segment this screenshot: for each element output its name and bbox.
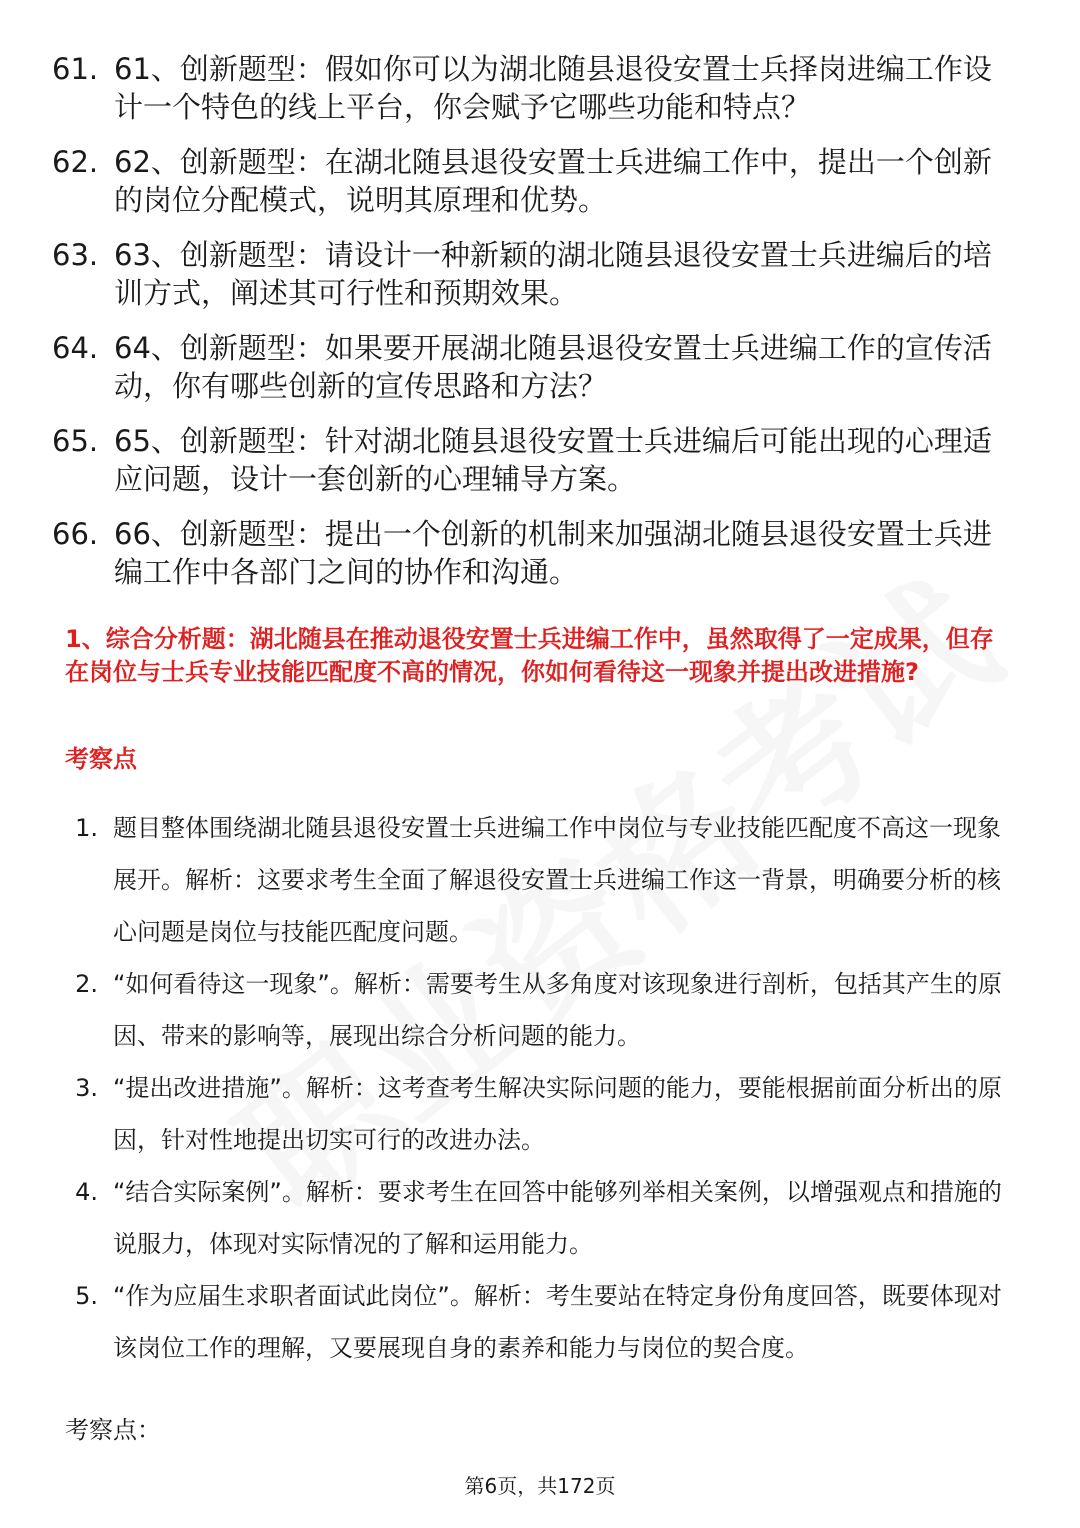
- list-item: [66, 1270, 1016, 1374]
- question-list: [52, 50, 1012, 608]
- point-text: “如何看待这一现象”。解析：需要考生从多角度对该现象进行剖析，包括其产生的原因、带来的影响等，展现出综合分析问题的能力。: [113, 970, 1002, 1050]
- point-text: “作为应届生求职者面试此岗位”。解析：考生要站在特定身份角度回答，既要体现对该岗位工作的理解，又要展现自身的素养和能力与岗位的契合度。: [113, 1282, 1002, 1362]
- point-text: “提出改进措施”。解析：这考查考生解决实际问题的能力，要能根据前面分析出的原因，针对性地提出切实可行的改进办法。: [113, 1074, 1002, 1154]
- question-number: 64.: [52, 331, 99, 365]
- analysis-question: 1、综合分析题：湖北随县在推动退役安置士兵进编工作中，虽然取得了一定成果，但存在岗位与士兵专业技能匹配度不高的情况，你如何看待这一现象并提出改进措施?: [65, 625, 994, 686]
- point-text: “结合实际案例”。解析：要求考生在回答中能够列举相关案例，以增强观点和措施的说服力，体现对实际情况的了解和运用能力。: [113, 1178, 1002, 1258]
- question-text: 62、创新题型：在湖北随县退役安置士兵进编工作中，提出一个创新的岗位分配模式，说明其原理和优势。: [114, 145, 992, 217]
- page-number: 第6页，共172页: [464, 1474, 616, 1498]
- trailing-label: 考察点：: [65, 1416, 161, 1444]
- question-number: 62.: [52, 145, 99, 179]
- question-number: 61.: [52, 52, 99, 86]
- list-item: [66, 1166, 1016, 1270]
- question-text: 64、创新题型：如果要开展湖北随县退役安置士兵进编工作的宣传活动，你有哪些创新的宣传思路和方法？: [114, 331, 992, 403]
- question-text: 63、创新题型：请设计一种新颖的湖北随县退役安置士兵进编后的培训方式，阐述其可行性和预期效果。: [114, 238, 992, 310]
- exam-points-list: [66, 802, 1016, 1374]
- point-text: 题目整体围绕湖北随县退役安置士兵进编工作中岗位与专业技能匹配度不高这一现象展开。解析：这要求考生全面了解退役安置士兵进编工作这一背景，明确要分析的核心问题是岗位与技能匹配度问题。: [113, 814, 1001, 946]
- question-number: 66.: [52, 517, 99, 551]
- list-item: [52, 143, 1012, 219]
- point-number: 4.: [75, 1178, 98, 1206]
- question-text: 61、创新题型：假如你可以为湖北随县退役安置士兵择岗进编工作设计一个特色的线上平台，你会赋予它哪些功能和特点？: [114, 52, 992, 124]
- list-item: [66, 802, 1016, 958]
- list-item: [66, 958, 1016, 1062]
- list-item: [52, 515, 1012, 591]
- list-item: [52, 236, 1012, 312]
- exam-points-heading: 考察点: [65, 745, 137, 773]
- list-item: [52, 422, 1012, 498]
- question-number: 65.: [52, 424, 99, 458]
- point-number: 1.: [75, 814, 98, 842]
- question-number: 63.: [52, 238, 99, 272]
- list-item: [66, 1062, 1016, 1166]
- list-item: [52, 329, 1012, 405]
- question-text: 65、创新题型：针对湖北随县退役安置士兵进编后可能出现的心理适应问题，设计一套创新的心理辅导方案。: [114, 424, 992, 496]
- question-text: 66、创新题型：提出一个创新的机制来加强湖北随县退役安置士兵进编工作中各部门之间的协作和沟通。: [114, 517, 992, 589]
- point-number: 2.: [75, 970, 98, 998]
- point-number: 3.: [75, 1074, 98, 1102]
- list-item: [52, 50, 1012, 126]
- point-number: 5.: [75, 1282, 98, 1310]
